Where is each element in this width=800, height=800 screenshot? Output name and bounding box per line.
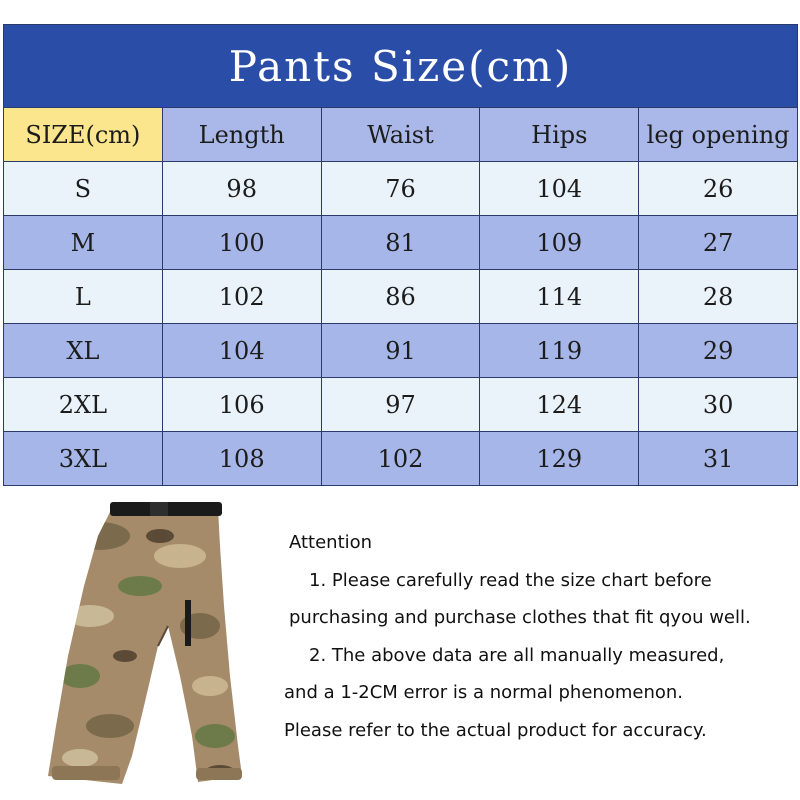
hips-cell: 104	[480, 162, 639, 216]
length-cell: 106	[162, 378, 321, 432]
header-row	[4, 108, 798, 162]
length-cell: 100	[162, 216, 321, 270]
waist-cell: 76	[321, 162, 480, 216]
header-length: Length	[162, 108, 321, 162]
waist-cell: 86	[321, 270, 480, 324]
waist-cell: 81	[321, 216, 480, 270]
length-cell: 104	[162, 324, 321, 378]
table-row	[4, 324, 798, 378]
attention-line: and a 1-2CM error is a normal phenomenon.	[284, 682, 683, 703]
table-row	[4, 378, 798, 432]
leg-opening-cell: 29	[639, 324, 798, 378]
size-cell: S	[4, 162, 163, 216]
leg-opening-cell: 26	[639, 162, 798, 216]
size-cell: M	[4, 216, 163, 270]
leg-opening-cell: 28	[639, 270, 798, 324]
size-cell: 2XL	[4, 378, 163, 432]
hips-cell: 129	[480, 432, 639, 486]
camouflage-pants-image	[40, 496, 250, 792]
header-leg-opening: leg opening	[639, 108, 798, 162]
hips-cell: 124	[480, 378, 639, 432]
size-cell: XL	[4, 324, 163, 378]
attention-line: Please refer to the actual product for accuracy.	[284, 719, 707, 741]
table-row	[4, 216, 798, 270]
size-cell: L	[4, 270, 163, 324]
attention-line: purchasing and purchase clothes that fit qyou well.	[289, 607, 751, 628]
hips-cell: 114	[480, 270, 639, 324]
attention-notes	[284, 524, 794, 749]
length-cell: 102	[162, 270, 321, 324]
attention-heading: Attention	[289, 532, 373, 553]
header-hips: Hips	[480, 108, 639, 162]
table-row	[4, 270, 798, 324]
leg-opening-cell: 30	[639, 378, 798, 432]
size-chart-table	[3, 24, 798, 486]
waist-cell: 91	[321, 324, 480, 378]
hips-cell: 109	[480, 216, 639, 270]
header-size: SIZE(cm)	[4, 108, 163, 162]
table-row	[4, 432, 798, 486]
waist-cell: 97	[321, 378, 480, 432]
header-waist: Waist	[321, 108, 480, 162]
attention-line: 2. The above data are all manually measured,	[309, 644, 725, 666]
leg-opening-cell: 31	[639, 432, 798, 486]
chart-title: Pants Size(cm)	[4, 25, 798, 108]
attention-line: 1. Please carefully read the size chart before	[309, 569, 712, 591]
table-row	[4, 162, 798, 216]
leg-opening-cell: 27	[639, 216, 798, 270]
length-cell: 108	[162, 432, 321, 486]
size-cell: 3XL	[4, 432, 163, 486]
hips-cell: 119	[480, 324, 639, 378]
length-cell: 98	[162, 162, 321, 216]
waist-cell: 102	[321, 432, 480, 486]
